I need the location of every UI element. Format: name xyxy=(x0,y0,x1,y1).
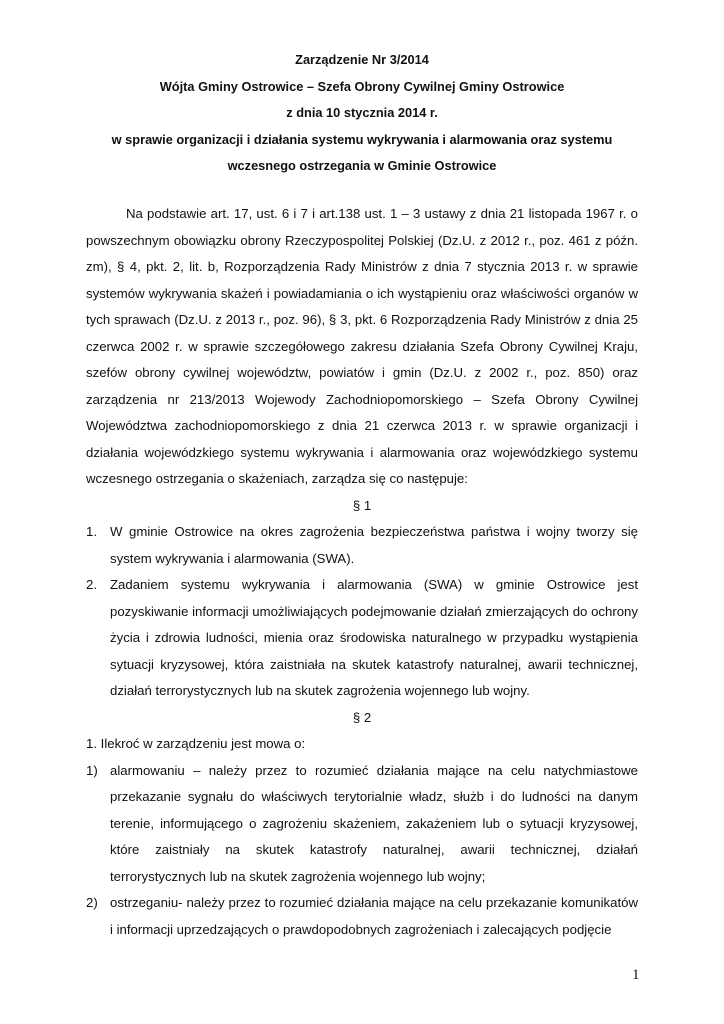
list-item-number: 2) xyxy=(86,895,98,910)
document-title: Zarządzenie Nr 3/2014 xyxy=(295,52,429,67)
list-item-number: 1. xyxy=(86,524,97,539)
list-item-text: W gminie Ostrowice na okres zagrożenia bezpieczeństwa państwa i wojny tworzy się system wykrywania i alarmowania (SWA). xyxy=(110,524,638,566)
document-subject-line-1: w sprawie organizacji i działania systemu wykrywania i alarmowania oraz systemu xyxy=(111,131,613,147)
section-2-intro: 1. Ilekroć w zarządzeniu jest mowa o: xyxy=(86,736,306,751)
preamble-paragraph: Na podstawie art. 17, ust. 6 i 7 i art.138 ust. 1 – 3 ustawy z dnia 21 listopada 1967 r. o powszechnym obowiązku obrony Rzeczypospolitej Polskiej (Dz.U. z 2012 r., poz. 461 z późn. zm), § 4, pkt. 2, lit. b, Rozporządzenia Rady Ministrów z dnia 7 stycznia 2013 r. w sprawie systemów wykrywania skażeń i powiadamiania o ich wystąpieniu oraz właściwości organów w tych sprawach (Dz.U. z 2013 r., poz. 96), § 3, pkt. 6 Rozporządzenia Rady Ministrów z dnia 25 czerwca 2002 r. w sprawie szczegółowego zakresu działania Szefa Obrony Cywilnej Kraju, szefów obrony cywilnej województw, powiatów i gmin (Dz.U. z 2002 r., poz. 850) oraz zarządzenia nr 213/2013 Wojewody Zachodniopomorskiego – Szefa Obrony Cywilnej Województwa zachodniopomorskiego z dnia 21 czerwca 2013 r. w sprawie organizacji i działania wojewódzkiego systemu wykrywania i alarmowania oraz wojewódzkiego systemu wczesnego ostrzegania o skażeniach, zarządza się co następuje: xyxy=(86,206,638,486)
document-header xyxy=(86,47,638,180)
list-item-text: alarmowaniu – należy przez to rozumieć działania mające na celu natychmiastowe przekazanie sygnału do właściwych terytorialnie władz, służb i do ludności na danym terenie, informującego o zagrożeniu skażeniem, zakażeniem lub o sytuacji kryzysowej, które zaistniały na skutek katastrofy naturalnej, awarii technicznej, działań terrorystycznych lub na skutek zagrożenia wojennego lub wojny; xyxy=(110,762,638,884)
list-item xyxy=(86,758,638,891)
list-item-number: 2. xyxy=(86,577,97,592)
document-issuer: Wójta Gminy Ostrowice – Szefa Obrony Cywilnej Gminy Ostrowice xyxy=(159,78,565,94)
section-1-heading: § 1 xyxy=(352,497,372,513)
list-item-number: 1) xyxy=(86,762,98,778)
page-number: 1 xyxy=(632,967,640,983)
list-item-text: ostrzeganiu- należy przez to rozumieć działania mające na celu przekazanie komunikatów i informacji uprzedzających o prawdopodobnych zagrożeniach i zalecających podjęcie xyxy=(110,895,638,937)
section-2-definitions xyxy=(86,758,638,944)
document-date: z dnia 10 stycznia 2014 r. xyxy=(286,105,438,121)
list-item-text: Zadaniem systemu wykrywania i alarmowania (SWA) w gminie Ostrowice jest pozyskiwanie informacji umożliwiających podejmowanie działań zmierzających do ochrony życia i zdrowia ludności, mienia oraz środowiska naturalnego w przypadku wystąpienia sytuacji kryzysowej, która zaistniała na skutek katastrofy naturalnej, awarii technicznej, działań terrorystycznych lub na skutek zagrożenia wojennego lub wojny. xyxy=(110,577,638,698)
list-item xyxy=(86,890,638,943)
document-body xyxy=(86,201,638,943)
section-1-list xyxy=(86,519,638,705)
document-subject-line-2: wczesnego ostrzegania w Gminie Ostrowice xyxy=(227,158,497,174)
section-2-heading: § 2 xyxy=(352,709,372,725)
list-item xyxy=(86,572,638,705)
list-item xyxy=(86,519,638,572)
